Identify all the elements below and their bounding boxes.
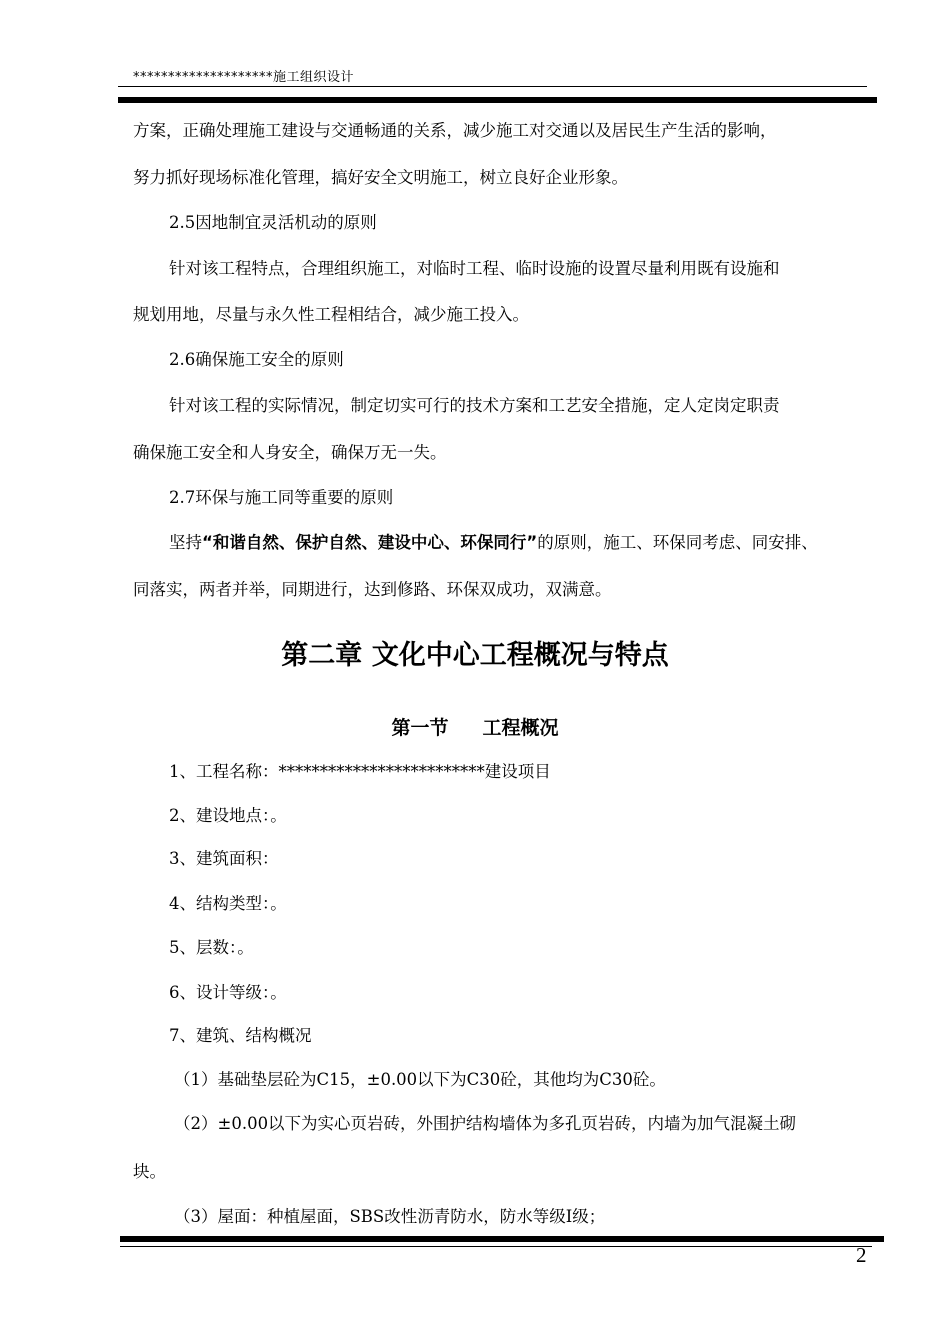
paragraph-line: 确保施工安全和人身安全，确保万无一失。	[133, 443, 447, 462]
paragraph-text: 的原则，施工、环保同考虑、同安排、	[537, 533, 818, 552]
footer-rule-thin	[120, 1246, 872, 1247]
paragraph-text: 坚持	[169, 533, 202, 552]
paragraph-line	[169, 533, 818, 553]
running-header: ********************施工组织设计	[133, 70, 355, 85]
paragraph-line: 同落实，两者并举，同期进行，达到修路、环保双成功，双满意。	[133, 580, 612, 599]
list-item: 6、设计等级：。	[169, 983, 287, 1002]
page-number: 2	[856, 1243, 867, 1267]
paragraph-line: 规划用地，尽量与永久性工程相结合，减少施工投入。	[133, 305, 529, 324]
list-item: 7、建筑、结构概况	[169, 1026, 312, 1045]
header-rule-thin	[118, 86, 867, 87]
list-item: 3、建筑面积：	[169, 849, 279, 868]
subsection-heading: 2.6确保施工安全的原则	[169, 350, 344, 369]
paragraph-line: 方案，正确处理施工建设与交通畅通的关系，减少施工对交通以及居民生产生活的影响，	[133, 121, 777, 140]
chapter-title: 第二章 文化中心工程概况与特点	[281, 640, 669, 671]
paragraph-line: 针对该工程特点，合理组织施工，对临时工程、临时设施的设置尽量利用既有设施和	[169, 259, 780, 278]
list-item: 2、建设地点：。	[169, 806, 287, 825]
list-item: 4、结构类型：。	[169, 894, 287, 913]
list-item: 1、工程名称：*************************建设项目	[169, 762, 551, 781]
section-label: 第一节	[391, 717, 449, 739]
section-name: 工程概况	[482, 717, 559, 739]
list-item: 5、层数：。	[169, 938, 254, 957]
sub-item-continued: 块。	[133, 1162, 166, 1181]
section-title	[0, 713, 950, 740]
sub-item: （3）屋面：种植屋面，SBS改性沥青防水，防水等级Ⅰ级；	[174, 1207, 606, 1226]
sub-item: （2）±0.00以下为实心页岩砖，外围护结构墙体为多孔页岩砖，内墙为加气混凝土砌	[174, 1114, 797, 1133]
footer-rule-thick	[120, 1236, 884, 1242]
paragraph-line: 针对该工程的实际情况，制定切实可行的技术方案和工艺安全措施，定人定岗定职责	[169, 396, 780, 415]
subsection-heading: 2.7环保与施工同等重要的原则	[169, 488, 394, 507]
header-rule-thick	[118, 97, 877, 103]
bold-quote: “和谐自然、保护自然、建设中心、环保同行”	[202, 533, 538, 552]
paragraph-line: 努力抓好现场标准化管理，搞好安全文明施工，树立良好企业形象。	[133, 168, 628, 187]
sub-item: （1）基础垫层砼为C15，±0.00以下为C30砼，其他均为C30砼。	[174, 1070, 666, 1089]
subsection-heading: 2.5因地制宜灵活机动的原则	[169, 213, 377, 232]
